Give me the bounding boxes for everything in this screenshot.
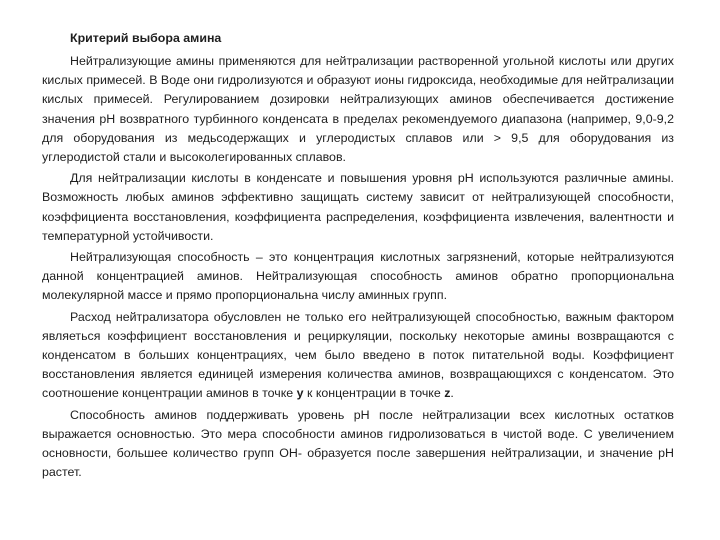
recovery-text-middle: к концентрации в точке <box>303 386 445 401</box>
paragraph-amine-properties: Для нейтрализации кислоты в конденсате и повышения уровня pH используются различные амины. Возможность любых аминов эффективно защищать систему зависит от нейтрализующей способности, коэффициента восстановления, коэффициента распределения, коэффициента извлечения, валентности и температурной устойчивости. <box>42 171 674 243</box>
paragraph-recovery-coefficient <box>42 308 674 404</box>
point-y-label: y <box>296 386 304 401</box>
recovery-text-start: Расход нейтрализатора обусловлен не только его нейтрализующей способностью, важным фактором являеться коэффициент восстановления и рециркуляции, поскольку некоторые амины возвращаются с конденсатом в больших концентрациях, чем было введено в поток питательной воды. Коэффициент восстановления является единицей измерения количества аминов, возвращающихся с конденсатом. Это соотношение концентрации аминов в точке <box>42 309 674 401</box>
paragraph-basicity: Способность аминов поддерживать уровень pH после нейтрализации всех кислотных остатков выражается основностью. Это мера способности аминов гидролизоваться в чистой воде. С увеличением основности, большее количество групп ОН- образуется после завершения нейтрализации, и значение pH растет. <box>42 407 674 480</box>
point-z-label: z <box>444 386 451 401</box>
paragraph-neutralizing-amines: Нейтрализующие амины применяются для нейтрализации растворенной угольной кислоты или других кислых примесей. В Воде они гидролизуются и образуют ионы гидроксида, необходимые для нейтрализации кислых примесей. Регулированием дозировки нейтрализующих аминов обеспечивается достижение значения pH возвратного турбинного конденсата в пределах рекомендуемого диапазона (например, 9,0-9,2 для оборудования из медьсодержащих и углеродистых сплавов или > 9,5 для оборудования из углеродистой стали и высоколегированных сплавов. <box>42 54 674 165</box>
document-page <box>42 28 674 484</box>
paragraph-neutralizing-capacity: Нейтрализующая способность – это концентрация кислотных загрязнений, которые нейтрализуются данной концентрацией аминов. Нейтрализующая способность аминов обратно пропорциональна молекулярной массе и прямо пропорциональна числу аминных групп. <box>42 250 674 303</box>
document-title: Критерий выбора амина <box>70 31 222 45</box>
recovery-text-end: . <box>450 386 454 401</box>
